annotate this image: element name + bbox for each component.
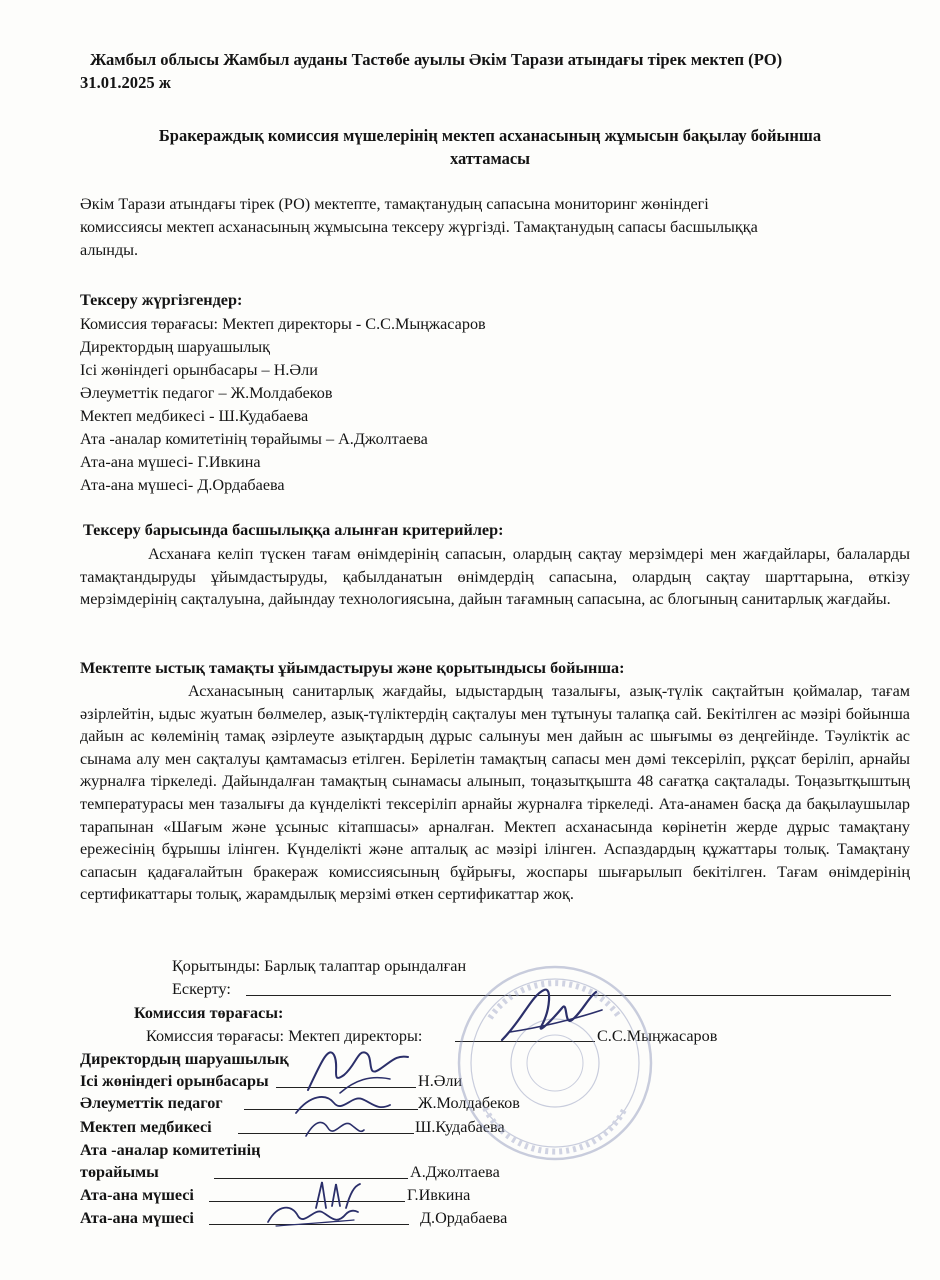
criteria-heading: Тексеру барысында басшылыққа алынған критерийлер: bbox=[83, 521, 504, 539]
inspector-item: Ісі жөніндегі орынбасары – Н.Әли bbox=[80, 361, 318, 379]
inspector-item: Әлеуметтік педагог – Ж.Молдабеков bbox=[80, 384, 333, 402]
inspector-item: Комиссия төрағасы: Мектеп директоры - С.С.Мыңжасаров bbox=[80, 315, 486, 333]
inspector-item: Ата -аналар комитетінің төрайымы – А.Джолтаева bbox=[80, 430, 428, 448]
header-organization: Жамбыл облысы Жамбыл ауданы Тастөбе ауылы Әкім Тарази атындағы тірек мектеп (РО) bbox=[90, 50, 783, 69]
signature-row-label: Ісі жөніндегі орынбасары bbox=[80, 1072, 269, 1090]
intro-line1: Әкім Тарази атындағы тірек (РО) мектепте, тамақтанудың сапасына мониторинг жөніндегі bbox=[80, 195, 709, 213]
signature-row-name: Д.Ордабаева bbox=[420, 1209, 508, 1227]
conclusion-text: Қорытынды: Барлық талаптар орындалған bbox=[172, 957, 467, 975]
signature-row-label: Директордың шаруашылық bbox=[80, 1050, 289, 1068]
inspector-item: Ата-ана мүшесі- Д.Ордабаева bbox=[80, 476, 285, 494]
inspectors-heading: Тексеру жүргізгендер: bbox=[80, 291, 243, 309]
results-heading: Мектепте ыстық тамақты ұйымдастыруы және қорытындысы бойынша: bbox=[80, 659, 625, 677]
parent-ordabaeva-signature-icon bbox=[262, 1196, 362, 1236]
intro-line2: комиссиясы мектеп асханасының жұмысына тексеру жүргізді. Тамақтанудың сапасы басшылыққа bbox=[80, 218, 758, 236]
intro-line3: алынды. bbox=[80, 241, 139, 259]
nurse-signature-icon bbox=[300, 1112, 370, 1146]
chair-name: С.С.Мыңжасаров bbox=[597, 1027, 718, 1045]
signature-row-name: Ж.Молдабеков bbox=[418, 1094, 520, 1112]
signature-row-label: Ата-ана мүшесі bbox=[80, 1186, 194, 1204]
signature-row-label: Ата-ана мүшесі bbox=[80, 1209, 194, 1227]
signature-row-name: Г.Ивкина bbox=[407, 1186, 471, 1204]
signature-row-name: А.Джолтаева bbox=[410, 1163, 500, 1181]
results-text: Асханасының санитарлық жағдайы, ыдыстардың тазалығы, азық-түлік сақтайтын қоймалар, тағам әзірлейтін, ыдыс жуатын бөлмелер, азық-түліктердің сақталуы мен тұтынуы талапқа сай. Бекітілген ас мәзірі бойынша дайын ас көлемінің тамақ әзірлеуте азықтардың дұрыс салынуы мен дайын ас шығымы өз деңгейінде. Тәуліктік ас сынама алу мен сақталуы қамтамасыз етілген. Берілетін тамақтың сапасы мен дәмі тексеріліп, рұқсат беріліп, арнайы журналға тіркеледі. Дайындалған тамақтың сынамасы алынып, тоңазытқышта 48 сағатқа сақталады. Тоңазытқыштың температурасы мен тазалығы да күнделікті тексеріліп арнайы журналға тіркеледі. Ата-анамен басқа да бақылаушылар тарапынан «Шағым және ұсыныс кітапшасы» арналған. Мектеп асханасында көрінетін жерде дұрыс тамақтану ережесінің бұрышы ілінген. Күнделікті және апталық ас мәзірі ілінген. Аспаздардың құжаттары толық. Тамақтану сапасын қадағалайтын бракераж комиссиясының бұйрығы, жоспары шығарылып бекітілген. Тағам өнімдерінің сертификаттары толық, жарамдылық мерзімі өткен сертификаттар жоқ. bbox=[80, 682, 910, 904]
signature-row-label: Ата -аналар комитетінің bbox=[80, 1141, 261, 1159]
signature-row-label: Әлеуметтік педагог bbox=[80, 1094, 223, 1112]
signature-row-label: Мектеп медбикесі bbox=[80, 1118, 212, 1136]
header-date: 31.01.2025 ж bbox=[80, 73, 171, 92]
chair-signature-icon bbox=[492, 980, 612, 1060]
signature-row-name: Н.Әли bbox=[418, 1072, 463, 1090]
document-title-line1: Бракераждық комиссия мүшелерінің мектеп асханасының жұмысын бақылау бойынша bbox=[158, 126, 822, 145]
inspector-item: Директордың шаруашылық bbox=[80, 338, 271, 356]
signatures-heading: Комиссия төрағасы: bbox=[134, 1004, 284, 1022]
inspector-item: Ата-ана мүшесі- Г.Ивкина bbox=[80, 453, 261, 471]
chair-label: Комиссия төрағасы: Мектеп директоры: bbox=[146, 1027, 423, 1045]
document-title-line2: хаттамасы bbox=[449, 149, 531, 168]
signature-row-name: Ш.Кудабаева bbox=[415, 1118, 505, 1136]
signature-row-label: төрайымы bbox=[80, 1163, 159, 1181]
note-label: Ескерту: bbox=[172, 980, 231, 998]
inspector-item: Мектеп медбикесі - Ш.Кудабаева bbox=[80, 407, 309, 425]
criteria-text: Асханаға келіп түскен тағам өнімдерінің сапасын, олардың сақтау мерзімдері мен жағдайлары, балаларды тамақтандыруды ұйымдастыруды, қабылданатын өнімдердің сапасына, олардың сақтау шарттарына, өткізу мерзімдерінің сақталуына, дайындау технологиясына, дайын тағамның сапасына, ас блогының санитарлық жағдайы. bbox=[80, 545, 910, 609]
